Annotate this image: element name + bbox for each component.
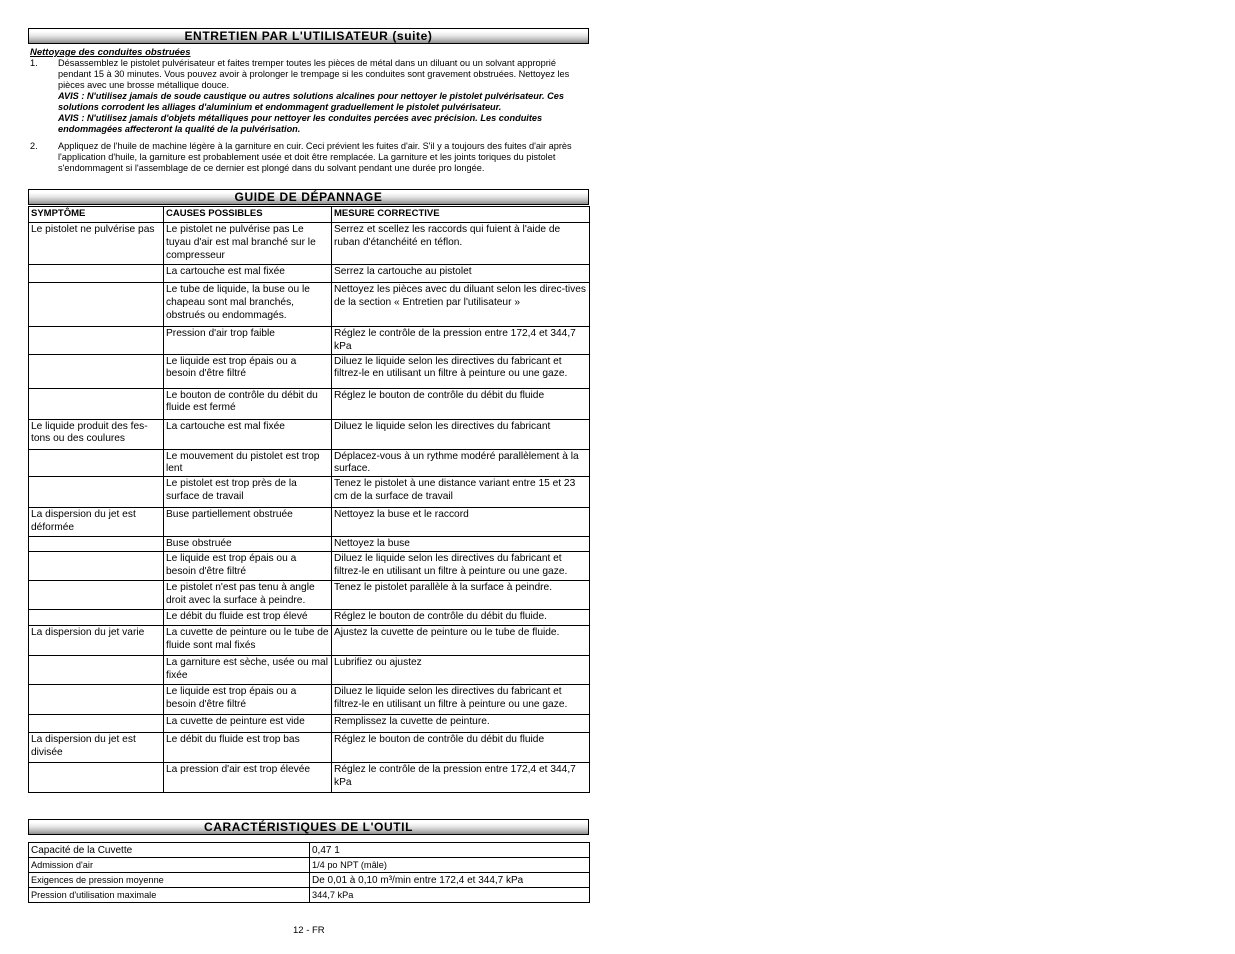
section-title-caracteristiques: CARACTÉRISTIQUES DE L'OUTIL <box>28 819 589 835</box>
spec-label: Exigences de pression moyenne <box>29 873 310 888</box>
cell-cause: Le débit du fluide est trop élevé <box>164 610 332 626</box>
step-2-number: 2. <box>30 141 38 151</box>
cell-cause: Le pistolet n'est pas tenu à angle droit avec la surface à peindre. <box>164 581 332 610</box>
cell-cause: Le débit du fluide est trop bas <box>164 733 332 763</box>
cell-cause: La garniture est sèche, usée ou mal fixée <box>164 656 332 685</box>
spec-label: Capacité de la Cuvette <box>29 843 310 858</box>
cell-remedy: Réglez le contrôle de la pression entre 172,4 et 344,7 kPa <box>332 763 590 793</box>
section-title-entretien: ENTRETIEN PAR L'UTILISATEUR (suite) <box>28 28 589 44</box>
cell-symptom <box>29 552 164 581</box>
cell-cause: Le liquide est trop épais ou a besoin d'être filtré <box>164 685 332 715</box>
cell-symptom <box>29 685 164 715</box>
cell-cause: Le pistolet ne pulvérise pas Le tuyau d'air est mal branché sur le compresseur <box>164 223 332 265</box>
cell-cause: Buse partiellement obstruée <box>164 508 332 537</box>
cell-remedy: Remplissez la cuvette de peinture. <box>332 715 590 733</box>
cell-remedy: Réglez le bouton de contrôle du débit du fluide. <box>332 610 590 626</box>
cell-remedy: Déplacez-vous à un rythme modéré parallèlement à la surface. <box>332 449 590 477</box>
cell-symptom <box>29 354 164 388</box>
cell-cause: La cuvette de peinture est vide <box>164 715 332 733</box>
table-row <box>29 265 590 283</box>
step-1-avis-1: AVIS : N'utilisez jamais de soude caustique ou autres solutions alcalines pour nettoyer le pistolet pulvérisateur. Ces solutions corrodent les alliages d'aluminium et endommagent graduellement le pistolet pulvérisateur. <box>58 91 564 112</box>
cell-symptom: La dispersion du jet est déformée <box>29 508 164 537</box>
table-row <box>29 388 590 419</box>
cell-remedy: Serrez et scellez les raccords qui fuient à l'aide de ruban d'étanchéité en téflon. <box>332 223 590 265</box>
table-row <box>29 888 590 903</box>
cell-remedy: Nettoyez la buse et le raccord <box>332 508 590 537</box>
table-row <box>29 223 590 265</box>
cell-cause: La cuvette de peinture ou le tube de fluide sont mal fixés <box>164 626 332 656</box>
step-2-text: Appliquez de l'huile de machine légère à la garniture en cuir. Ceci prévient les fuites d'air. S'il y a toujours des fuites d'air après l'application d'huile, la garniture est probablement usée et doit être remplacée. La garniture et les joints toriques du pistolet s'endommagent si l'assemblage de ce dernier est plongé dans du solvant pendant une durée pro longée. <box>58 141 572 173</box>
header-mesure: MESURE CORRECTIVE <box>332 207 590 223</box>
cell-remedy: Diluez le liquide selon les directives du fabricant et filtrez-le en utilisant un filtre à peinture ou une gaze. <box>332 685 590 715</box>
cell-cause: Le tube de liquide, la buse ou le chapeau sont mal branchés, obstrués ou endommagés. <box>164 283 332 327</box>
cell-symptom <box>29 477 164 508</box>
table-row <box>29 733 590 763</box>
cell-symptom <box>29 763 164 793</box>
cell-cause: Le mouvement du pistolet est trop lent <box>164 449 332 477</box>
spec-value: 1/4 po NPT (mâle) <box>310 858 590 873</box>
section-title-guide-depannage: GUIDE DE DÉPANNAGE <box>28 189 589 205</box>
table-row <box>29 283 590 327</box>
table-row <box>29 685 590 715</box>
table-header-row <box>29 207 590 223</box>
specs-table <box>28 842 590 903</box>
cell-remedy: Lubrifiez ou ajustez <box>332 656 590 685</box>
spec-value: 344,7 kPa <box>310 888 590 903</box>
cell-cause: La cartouche est mal fixée <box>164 419 332 449</box>
cell-symptom <box>29 581 164 610</box>
table-row <box>29 858 590 873</box>
cell-remedy: Tenez le pistolet parallèle à la surface à peindre. <box>332 581 590 610</box>
table-row <box>29 552 590 581</box>
cell-cause: Le bouton de contrôle du débit du fluide est fermé <box>164 388 332 419</box>
table-row <box>29 419 590 449</box>
spec-value: De 0,01 à 0,10 m³/min entre 172,4 et 344,7 kPa <box>310 873 590 888</box>
cell-symptom <box>29 449 164 477</box>
table-row <box>29 873 590 888</box>
table-row <box>29 477 590 508</box>
cell-cause: La pression d'air est trop élevée <box>164 763 332 793</box>
cell-symptom <box>29 715 164 733</box>
cell-remedy: Réglez le bouton de contrôle du débit du fluide <box>332 388 590 419</box>
cell-remedy: Tenez le pistolet à une distance variant entre 15 et 23 cm de la surface de travail <box>332 477 590 508</box>
table-row <box>29 581 590 610</box>
cell-remedy: Réglez le bouton de contrôle du débit du fluide <box>332 733 590 763</box>
table-row <box>29 656 590 685</box>
table-row <box>29 626 590 656</box>
page-number: 12 - FR <box>293 925 325 936</box>
step-1-text: Désassemblez le pistolet pulvérisateur et faites tremper toutes les pièces de métal dans un diluant ou un solvant approprié pendant 15 à 30 minutes. Vous pouvez avoir à prolonger le trempage si les conduites sont gravement obstruées. Nettoyez les pièces avec une brosse métallique douce. <box>58 58 570 90</box>
spec-label: Admission d'air <box>29 858 310 873</box>
table-row <box>29 843 590 858</box>
cell-symptom <box>29 327 164 355</box>
cell-remedy: Nettoyez la buse <box>332 537 590 552</box>
step-1-avis-2: AVIS : N'utilisez jamais d'objets métalliques pour nettoyer les conduites percées avec précision. Les conduites endommagées affecteront la qualité de la pulvérisation. <box>58 113 543 134</box>
cell-symptom <box>29 610 164 626</box>
cell-cause: Le liquide est trop épais ou a besoin d'être filtré <box>164 552 332 581</box>
cell-cause: Le liquide est trop épais ou a besoin d'être filtré <box>164 354 332 388</box>
table-row <box>29 354 590 388</box>
cell-cause: Pression d'air trop faible <box>164 327 332 355</box>
cell-symptom <box>29 388 164 419</box>
cell-symptom <box>29 283 164 327</box>
cell-symptom: Le liquide produit des fes-tons ou des coulures <box>29 419 164 449</box>
spec-value: 0,47 1 <box>310 843 590 858</box>
table-row <box>29 537 590 552</box>
cell-symptom: Le pistolet ne pulvérise pas <box>29 223 164 265</box>
cell-cause: Le pistolet est trop près de la surface de travail <box>164 477 332 508</box>
table-row <box>29 449 590 477</box>
cell-remedy: Diluez le liquide selon les directives du fabricant et filtrez-le en utilisant un filtre à peinture ou une gaze. <box>332 354 590 388</box>
header-symptome: SYMPTÔME <box>29 207 164 223</box>
cell-symptom <box>29 656 164 685</box>
subtitle-nettoyage: Nettoyage des conduites obstruées <box>30 47 191 58</box>
cell-cause: La cartouche est mal fixée <box>164 265 332 283</box>
cell-remedy: Diluez le liquide selon les directives du fabricant et filtrez-le en utilisant un filtre à peinture ou une gaze. <box>332 552 590 581</box>
header-causes: CAUSES POSSIBLES <box>164 207 332 223</box>
cell-symptom <box>29 537 164 552</box>
spec-label: Pression d'utilisation maximale <box>29 888 310 903</box>
cell-remedy: Ajustez la cuvette de peinture ou le tube de fluide. <box>332 626 590 656</box>
troubleshooting-table <box>28 206 590 793</box>
cell-remedy: Nettoyez les pièces avec du diluant selon les direc-tives de la section « Entretien par l'utilisateur » <box>332 283 590 327</box>
table-row <box>29 610 590 626</box>
cell-symptom: La dispersion du jet varie <box>29 626 164 656</box>
table-row <box>29 327 590 355</box>
cell-symptom <box>29 265 164 283</box>
table-row <box>29 715 590 733</box>
cell-remedy: Réglez le contrôle de la pression entre 172,4 et 344,7 kPa <box>332 327 590 355</box>
cell-remedy: Serrez la cartouche au pistolet <box>332 265 590 283</box>
step-1-number: 1. <box>30 58 38 68</box>
table-row <box>29 508 590 537</box>
cell-symptom: La dispersion du jet est divisée <box>29 733 164 763</box>
table-row <box>29 763 590 793</box>
cell-remedy: Diluez le liquide selon les directives du fabricant <box>332 419 590 449</box>
cell-cause: Buse obstruée <box>164 537 332 552</box>
